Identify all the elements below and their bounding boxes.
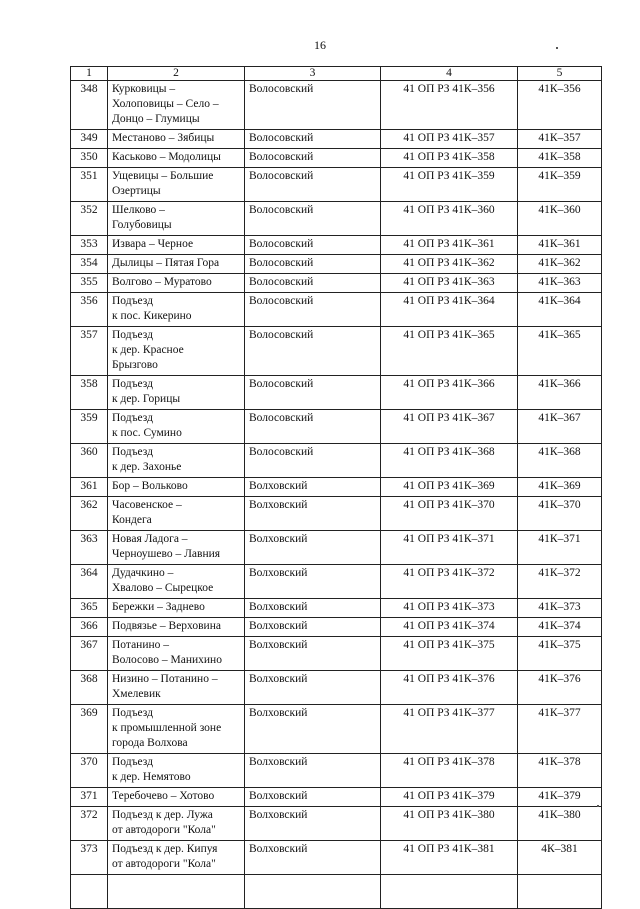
road-code: 4К–381 <box>518 841 602 875</box>
road-name: Потанино – Волосово – Манихино <box>108 637 245 671</box>
road-code: 41К–378 <box>518 754 602 788</box>
road-code: 41К–356 <box>518 81 602 130</box>
table-row <box>71 671 602 705</box>
road-id: 41 ОП РЗ 41К–379 <box>381 788 518 807</box>
row-number: 364 <box>71 565 108 599</box>
district: Волховский <box>245 754 381 788</box>
row-number: 351 <box>71 168 108 202</box>
road-name: Волгово – Муратово <box>108 274 245 293</box>
road-id: 41 ОП РЗ 41К–375 <box>381 637 518 671</box>
table-row <box>71 410 602 444</box>
road-code: 41К–380 <box>518 807 602 841</box>
road-code: 41К–376 <box>518 671 602 705</box>
road-name: Шелково – Голубовицы <box>108 202 245 236</box>
row-number: 369 <box>71 705 108 754</box>
road-id: 41 ОП РЗ 41К–373 <box>381 599 518 618</box>
road-id: 41 ОП РЗ 41К–356 <box>381 81 518 130</box>
table-row <box>71 497 602 531</box>
district: Волосовский <box>245 236 381 255</box>
table-row <box>71 81 602 130</box>
table-row <box>71 618 602 637</box>
road-id: 41 ОП РЗ 41К–361 <box>381 236 518 255</box>
road-code: 41К–361 <box>518 236 602 255</box>
district: Волховский <box>245 478 381 497</box>
empty-cell <box>71 875 108 909</box>
road-id: 41 ОП РЗ 41К–377 <box>381 705 518 754</box>
district: Волховский <box>245 841 381 875</box>
road-name: Подъезд к промышленной зоне города Волхова <box>108 705 245 754</box>
district: Волосовский <box>245 202 381 236</box>
road-code: 41К–370 <box>518 497 602 531</box>
road-id: 41 ОП РЗ 41К–357 <box>381 130 518 149</box>
row-number: 357 <box>71 327 108 376</box>
road-code: 41К–374 <box>518 618 602 637</box>
district: Волховский <box>245 618 381 637</box>
table-row <box>71 705 602 754</box>
road-name: Подъезд к пос. Кикерино <box>108 293 245 327</box>
road-name: Каськово – Модолицы <box>108 149 245 168</box>
road-id: 41 ОП РЗ 41К–370 <box>381 497 518 531</box>
row-number: 362 <box>71 497 108 531</box>
road-code: 41К–372 <box>518 565 602 599</box>
column-header-name: 2 <box>108 67 245 81</box>
table-row <box>71 788 602 807</box>
district: Волосовский <box>245 130 381 149</box>
road-id: 41 ОП РЗ 41К–360 <box>381 202 518 236</box>
row-number: 371 <box>71 788 108 807</box>
table-row <box>71 841 602 875</box>
row-number: 363 <box>71 531 108 565</box>
row-number: 373 <box>71 841 108 875</box>
page-number: 16 <box>314 38 326 52</box>
row-number: 350 <box>71 149 108 168</box>
district: Волосовский <box>245 255 381 274</box>
row-number: 355 <box>71 274 108 293</box>
empty-cell <box>108 875 245 909</box>
district: Волховский <box>245 788 381 807</box>
road-name: Подъезд к дер. Горицы <box>108 376 245 410</box>
road-code: 41К–375 <box>518 637 602 671</box>
table-row <box>71 236 602 255</box>
table-row <box>71 754 602 788</box>
road-name: Подвязье – Верховина <box>108 618 245 637</box>
road-id: 41 ОП РЗ 41К–369 <box>381 478 518 497</box>
district: Волховский <box>245 807 381 841</box>
district: Волховский <box>245 497 381 531</box>
road-register-table <box>70 66 602 909</box>
district: Волосовский <box>245 81 381 130</box>
table-row <box>71 807 602 841</box>
road-name: Ущевицы – Большие Озертицы <box>108 168 245 202</box>
table-row <box>71 168 602 202</box>
row-number: 358 <box>71 376 108 410</box>
row-number: 372 <box>71 807 108 841</box>
road-code: 41К–371 <box>518 531 602 565</box>
road-name: Часовенское – Кондега <box>108 497 245 531</box>
empty-cell <box>245 875 381 909</box>
road-id: 41 ОП РЗ 41К–372 <box>381 565 518 599</box>
table-row <box>71 478 602 497</box>
district: Волосовский <box>245 168 381 202</box>
table-row <box>71 444 602 478</box>
road-name: Извара – Черное <box>108 236 245 255</box>
table-row <box>71 149 602 168</box>
road-code: 41К–366 <box>518 376 602 410</box>
district: Волховский <box>245 531 381 565</box>
scan-speck <box>597 805 599 807</box>
road-id: 41 ОП РЗ 41К–381 <box>381 841 518 875</box>
column-header-number: 1 <box>71 67 108 81</box>
row-number: 356 <box>71 293 108 327</box>
road-name: Курковицы – Холоповицы – Село – Донцо – Глумицы <box>108 81 245 130</box>
road-code: 41К–363 <box>518 274 602 293</box>
table-row <box>71 637 602 671</box>
road-id: 41 ОП РЗ 41К–367 <box>381 410 518 444</box>
table-row <box>71 565 602 599</box>
table-row <box>71 531 602 565</box>
road-id: 41 ОП РЗ 41К–365 <box>381 327 518 376</box>
row-number: 360 <box>71 444 108 478</box>
road-name: Низино – Потанино – Хмелевик <box>108 671 245 705</box>
district: Волховский <box>245 637 381 671</box>
district: Волосовский <box>245 410 381 444</box>
road-name: Подъезд к дер. Захонье <box>108 444 245 478</box>
table-body <box>71 81 602 909</box>
table-row <box>71 327 602 376</box>
scan-speck <box>556 47 558 49</box>
column-header-code: 5 <box>518 67 602 81</box>
row-number: 359 <box>71 410 108 444</box>
road-code: 41К–368 <box>518 444 602 478</box>
road-id: 41 ОП РЗ 41К–378 <box>381 754 518 788</box>
road-name: Подъезд к пос. Сумино <box>108 410 245 444</box>
district: Волосовский <box>245 274 381 293</box>
empty-cell <box>381 875 518 909</box>
road-name: Дудачкино – Хвалово – Сырецкое <box>108 565 245 599</box>
district: Волховский <box>245 565 381 599</box>
district: Волховский <box>245 705 381 754</box>
table-row <box>71 599 602 618</box>
row-number: 366 <box>71 618 108 637</box>
road-name: Подъезд к дер. Лужа от автодороги "Кола" <box>108 807 245 841</box>
district: Волосовский <box>245 149 381 168</box>
table-header-row <box>71 67 602 81</box>
road-id: 41 ОП РЗ 41К–363 <box>381 274 518 293</box>
road-code: 41К–377 <box>518 705 602 754</box>
road-code: 41К–362 <box>518 255 602 274</box>
road-name: Подъезд к дер. Немятово <box>108 754 245 788</box>
district: Волосовский <box>245 327 381 376</box>
table-row <box>71 202 602 236</box>
column-header-district: 3 <box>245 67 381 81</box>
road-id: 41 ОП РЗ 41К–374 <box>381 618 518 637</box>
table-row <box>71 255 602 274</box>
row-number: 352 <box>71 202 108 236</box>
row-number: 361 <box>71 478 108 497</box>
row-number: 354 <box>71 255 108 274</box>
row-number: 367 <box>71 637 108 671</box>
road-id: 41 ОП РЗ 41К–358 <box>381 149 518 168</box>
road-name: Бор – Вольково <box>108 478 245 497</box>
table-row <box>71 130 602 149</box>
district: Волосовский <box>245 293 381 327</box>
road-code: 41К–358 <box>518 149 602 168</box>
road-name: Дылицы – Пятая Гора <box>108 255 245 274</box>
road-code: 41К–360 <box>518 202 602 236</box>
row-number: 365 <box>71 599 108 618</box>
road-name: Теребочево – Хотово <box>108 788 245 807</box>
row-number: 370 <box>71 754 108 788</box>
empty-cell <box>518 875 602 909</box>
row-number: 349 <box>71 130 108 149</box>
road-code: 41К–357 <box>518 130 602 149</box>
road-id: 41 ОП РЗ 41К–359 <box>381 168 518 202</box>
road-id: 41 ОП РЗ 41К–364 <box>381 293 518 327</box>
district: Волховский <box>245 671 381 705</box>
table-row <box>71 376 602 410</box>
road-code: 41К–369 <box>518 478 602 497</box>
road-id: 41 ОП РЗ 41К–380 <box>381 807 518 841</box>
road-code: 41К–365 <box>518 327 602 376</box>
road-name: Подъезд к дер. Красное Брызгово <box>108 327 245 376</box>
road-id: 41 ОП РЗ 41К–371 <box>381 531 518 565</box>
road-id: 41 ОП РЗ 41К–366 <box>381 376 518 410</box>
district: Волосовский <box>245 444 381 478</box>
road-name: Новая Ладога – Черноушево – Лавния <box>108 531 245 565</box>
road-code: 41К–359 <box>518 168 602 202</box>
road-code: 41К–364 <box>518 293 602 327</box>
empty-row <box>71 875 602 909</box>
road-code: 41К–367 <box>518 410 602 444</box>
road-name: Бережки – Заднево <box>108 599 245 618</box>
row-number: 368 <box>71 671 108 705</box>
road-name: Местаново – Зябицы <box>108 130 245 149</box>
row-number: 353 <box>71 236 108 255</box>
column-header-id: 4 <box>381 67 518 81</box>
road-name: Подъезд к дер. Кипуя от автодороги "Кола" <box>108 841 245 875</box>
road-code: 41К–379 <box>518 788 602 807</box>
road-id: 41 ОП РЗ 41К–368 <box>381 444 518 478</box>
row-number: 348 <box>71 81 108 130</box>
table-row <box>71 274 602 293</box>
road-code: 41К–373 <box>518 599 602 618</box>
district: Волховский <box>245 599 381 618</box>
road-id: 41 ОП РЗ 41К–362 <box>381 255 518 274</box>
table-row <box>71 293 602 327</box>
district: Волосовский <box>245 376 381 410</box>
road-id: 41 ОП РЗ 41К–376 <box>381 671 518 705</box>
